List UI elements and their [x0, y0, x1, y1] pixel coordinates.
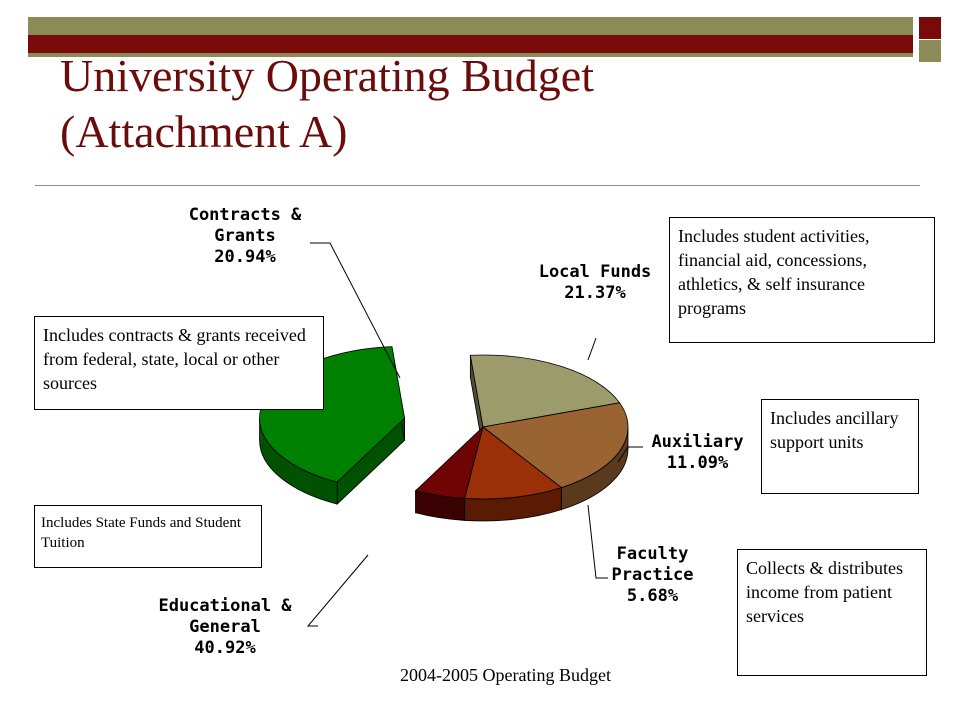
- slice-name-educational-2: General: [189, 617, 261, 637]
- slice-name-faculty-2: Practice: [611, 565, 694, 585]
- footer-caption: 2004-2005 Operating Budget: [400, 665, 611, 685]
- slice-label-faculty-practice: [590, 544, 715, 607]
- note-faculty-practice: Collects & distributes income from patient services: [737, 549, 927, 676]
- slice-name-contracts-1: Contracts &: [188, 205, 302, 225]
- slice-name-local-funds: Local Funds: [538, 262, 652, 282]
- slide-title-line1: University Operating Budget: [60, 50, 595, 101]
- note-local-funds: Includes student activities, financial aid, concessions, athletics, & self insurance programs: [669, 217, 935, 343]
- slice-value-faculty: 5.68%: [626, 586, 679, 606]
- slice-value-local-funds: 21.37%: [564, 283, 626, 303]
- slice-value-auxiliary: 11.09%: [666, 453, 729, 473]
- slice-value-educational: 40.92%: [194, 638, 256, 658]
- leader-line-4: [308, 555, 368, 626]
- slice-name-auxiliary: Auxiliary: [651, 432, 744, 452]
- slice-label-contracts: [160, 205, 330, 268]
- slice-name-educational-1: Educational &: [158, 596, 292, 616]
- note-educational: Includes State Funds and Student Tuition: [34, 505, 262, 568]
- slice-label-educational: [135, 596, 315, 659]
- leader-line-1: [588, 338, 596, 360]
- slice-value-contracts: 20.94%: [214, 247, 276, 267]
- slice-label-local-funds: [515, 262, 675, 304]
- slice-name-contracts-2: Grants: [214, 226, 276, 246]
- slice-name-faculty-1: Faculty: [616, 544, 689, 564]
- slide-title-line2: (Attachment A): [60, 106, 348, 157]
- slice-label-auxiliary: [635, 432, 760, 474]
- note-auxiliary: Includes ancillary support units: [761, 399, 919, 494]
- note-contracts: Includes contracts & grants received from federal, state, local or other sources: [34, 316, 324, 410]
